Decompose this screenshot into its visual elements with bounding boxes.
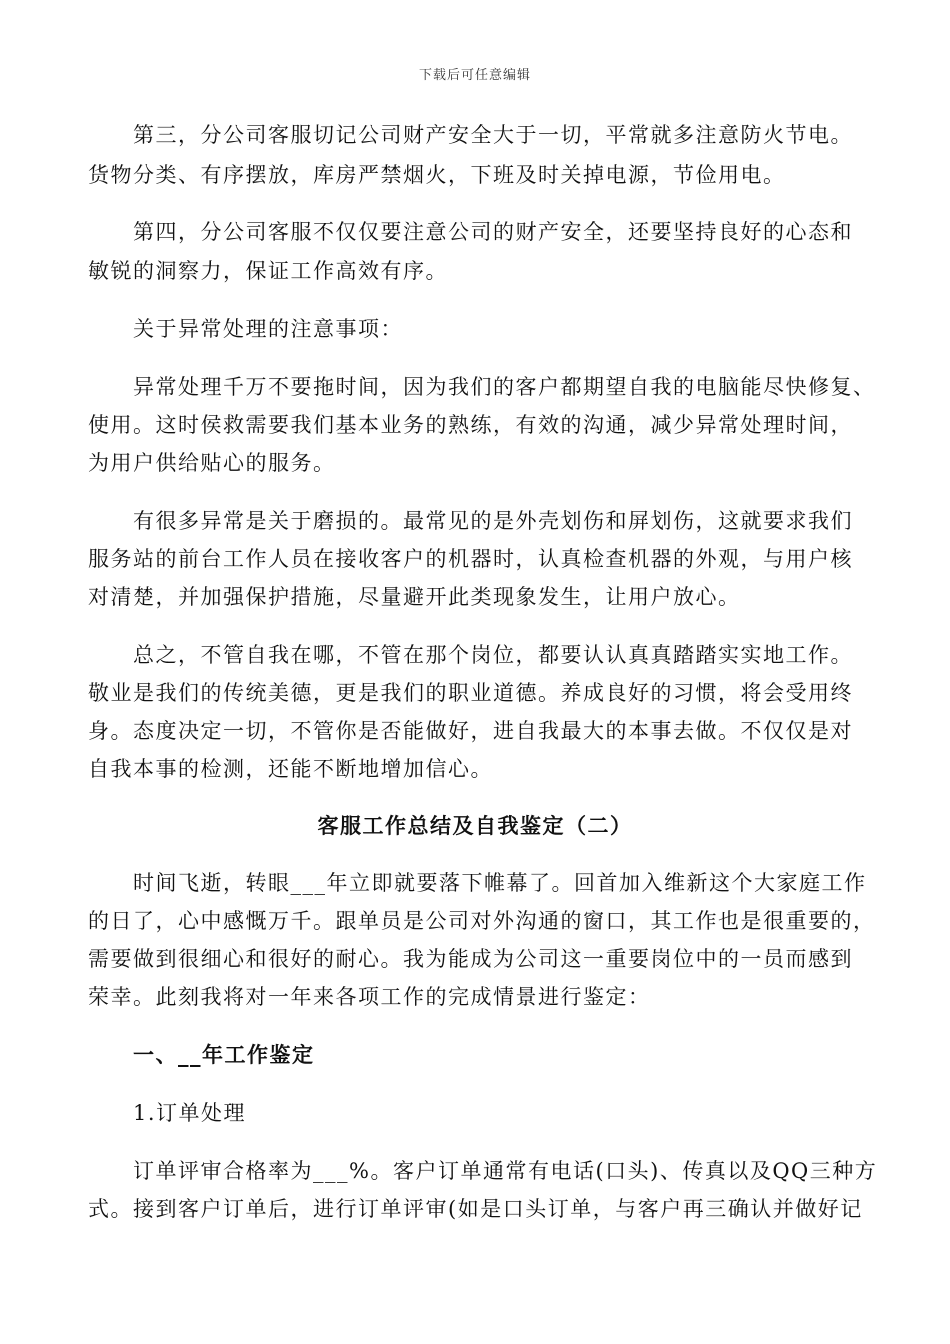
paragraph-line: 第四，分公司客服不仅仅要注意公司的财产安全，还要坚持良好的心态和 <box>88 220 853 244</box>
paragraph-line: 的日了，心中感慨万千。跟单员是公司对外沟通的窗口，其工作也是很重要的， <box>88 909 876 933</box>
paragraph-line: 式。接到客户订单后，进行订单评审(如是口头订单，与客户再三确认并做好记 <box>88 1197 863 1221</box>
paragraph-line: 对清楚，并加强保护措施，尽量避开此类现象发生，让用户放心。 <box>88 585 741 609</box>
page-header: 下载后可任意编辑 <box>418 68 531 83</box>
paragraph-line: 使用。这时侯救需要我们基本业务的熟练，有效的沟通，减少异常处理时间， <box>88 413 853 437</box>
paragraph-line: 时间飞逝，转眼___年立即就要落下帷幕了。回首加入维新这个大家庭工作 <box>88 871 867 895</box>
paragraph-line: 货物分类、有序摆放，库房严禁烟火，下班及时关掉电源，节俭用电。 <box>88 163 786 187</box>
paragraph-line: 订单评审合格率为___%。客户订单通常有电话(口头)、传真以及QQ三种方 <box>88 1159 878 1183</box>
paragraph-line: 需要做到很细心和很好的耐心。我为能成为公司这一重要岗位中的一员而感到 <box>88 947 853 971</box>
paragraph-line: 自我本事的检测，还能不断地增加信心。 <box>88 757 493 781</box>
paragraph-line: 敬业是我们的传统美德，更是我们的职业道德。养成良好的习惯，将会受用终 <box>88 681 853 705</box>
paragraph-line: 身。态度决定一切，不管你是否能做好，进自我最大的本事去做。不仅仅是对 <box>88 719 853 743</box>
paragraph-line: 服务站的前台工作人员在接收客户的机器时，认真检查机器的外观，与用户核 <box>88 547 853 571</box>
paragraph-line: 第三，分公司客服切记公司财产安全大于一切，平常就多注意防火节电。 <box>88 123 853 147</box>
subsection-heading: 一、__年工作鉴定 <box>88 1042 315 1067</box>
paragraph-line: 关于异常处理的注意事项： <box>88 317 403 341</box>
paragraph-line: 为用户供给贴心的服务。 <box>88 451 336 475</box>
paragraph-line: 荣幸。此刻我将对一年来各项工作的完成情景进行鉴定： <box>88 985 651 1009</box>
paragraph-line: 总之，不管自我在哪，不管在那个岗位，都要认认真真踏踏实实地工作。 <box>88 643 853 667</box>
paragraph-line: 异常处理千万不要拖时间，因为我们的客户都期望自我的电脑能尽快修复、 <box>88 375 876 399</box>
paragraph-line: 敏锐的洞察力，保证工作高效有序。 <box>88 259 448 283</box>
item-heading: 1.订单处理 <box>88 1101 247 1125</box>
paragraph-line: 有很多异常是关于磨损的。最常见的是外壳划伤和屏划伤，这就要求我们 <box>88 509 853 533</box>
section-title: 客服工作总结及自我鉴定（二） <box>317 813 633 838</box>
